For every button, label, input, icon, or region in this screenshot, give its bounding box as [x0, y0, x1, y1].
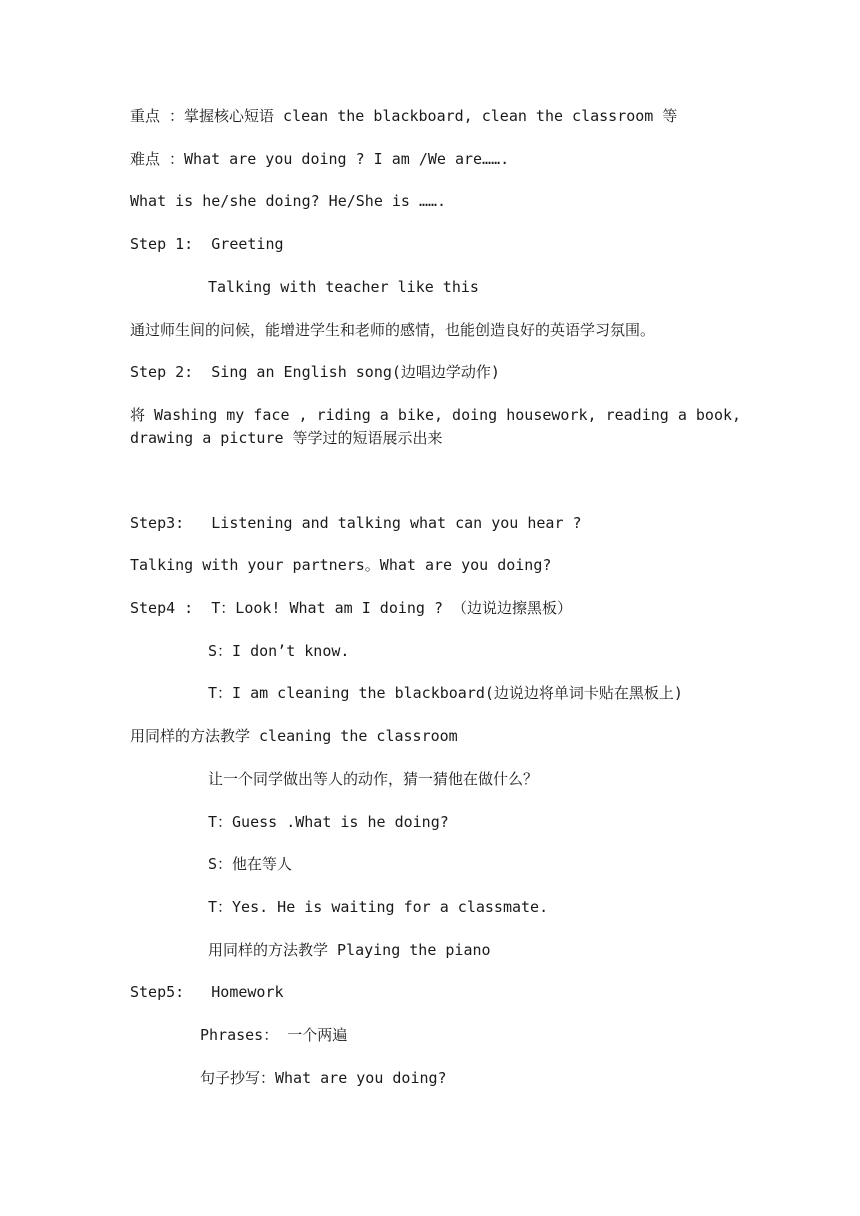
- step4-student-line-2: S：他在等人: [208, 855, 293, 873]
- difficult-points-line: 难点 ：What are you doing ? I am /We are…….: [130, 150, 510, 168]
- step1-note: 通过师生间的问候，能增进学生和老师的感情，也能创造良好的英语学习氛围。: [130, 321, 656, 339]
- step2-heading: Step 2: Sing an English song(边唱边学动作): [130, 363, 500, 381]
- step3-detail: Talking with your partners。What are you doing?: [130, 556, 552, 574]
- step1-detail: Talking with teacher like this: [208, 278, 479, 296]
- step2-detail-1: 将 Washing my face , riding a bike, doing housework, reading a book,: [130, 406, 742, 424]
- step5-phrases: Phrases： 一个两遍: [200, 1026, 348, 1044]
- step3-heading: Step3: Listening and talking what can you hear ?: [130, 514, 582, 532]
- step4-teacher-line-3: T：Guess .What is he doing?: [208, 813, 449, 831]
- step4-teacher-line-2: T：I am cleaning the blackboard(边说边将单词卡贴在黑板上): [208, 684, 683, 702]
- step4-teacher-line-4: T：Yes. He is waiting for a classmate.: [208, 898, 549, 916]
- step4-method: 用同样的方法教学 cleaning the classroom: [130, 727, 458, 745]
- step5-sentence: 句子抄写：What are you doing?: [200, 1069, 447, 1087]
- step4-activity: 让一个同学做出等人的动作，猜一猜他在做什么？: [208, 770, 539, 788]
- step4-method-2: 用同样的方法教学 Playing the piano: [208, 941, 491, 959]
- step4-heading: Step4 : T：Look! What am I doing ? （边说边擦黑板）: [130, 599, 573, 617]
- step5-heading: Step5: Homework: [130, 983, 284, 1001]
- key-points-line: 重点 ：掌握核心短语 clean the blackboard, clean the classroom 等: [130, 107, 678, 125]
- step4-student-line-1: S：I don’t know.: [208, 642, 350, 660]
- difficult-points-line-2: What is he/she doing? He/She is …….: [130, 192, 447, 210]
- step2-detail-2: drawing a picture 等学过的短语展示出来: [130, 429, 443, 447]
- step1-heading: Step 1: Greeting: [130, 235, 284, 253]
